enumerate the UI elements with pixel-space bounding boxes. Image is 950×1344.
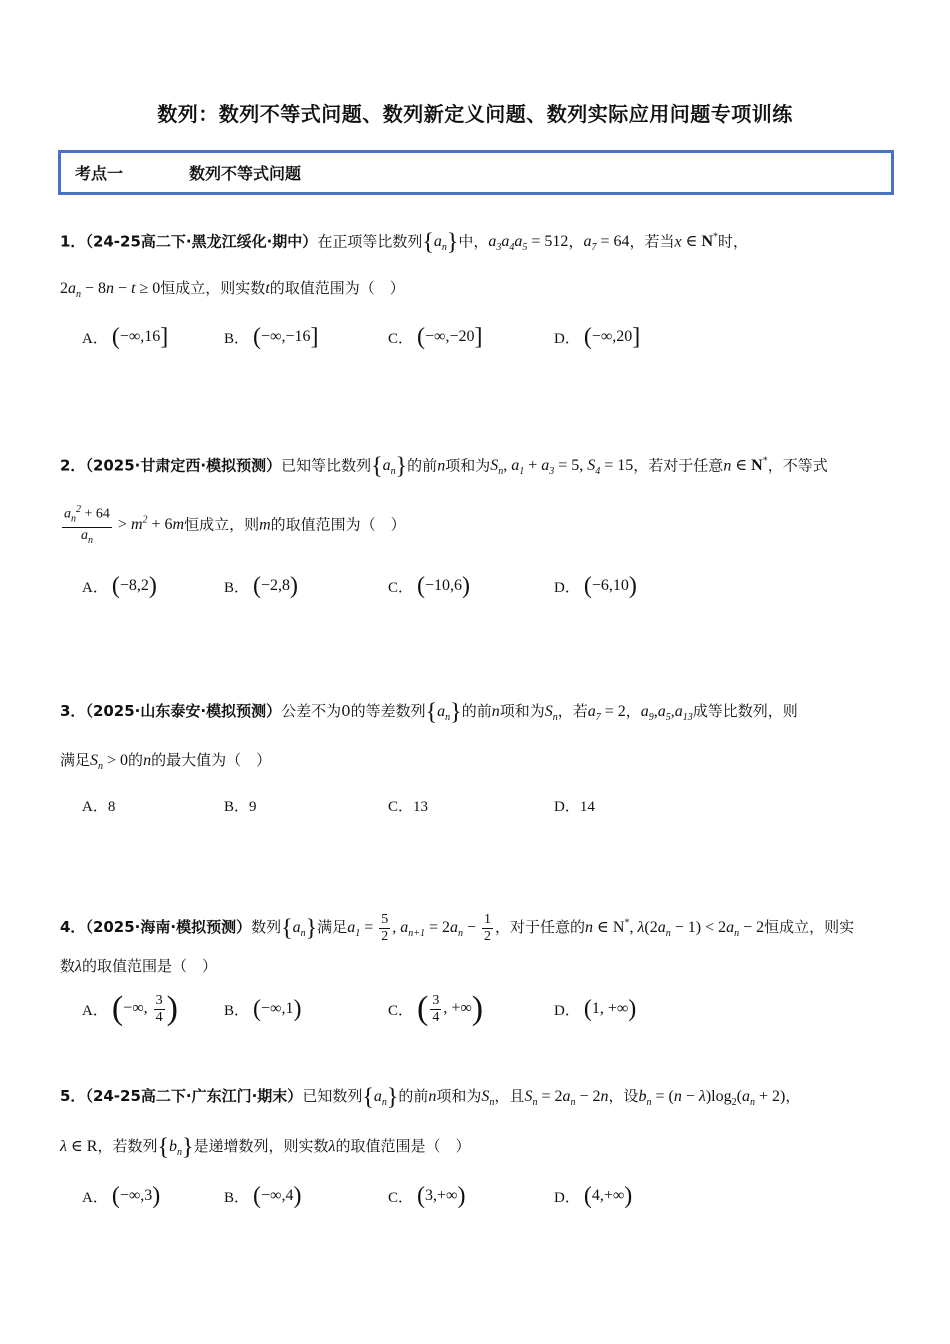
section-tag: 考点一 — [75, 164, 124, 183]
question-3-options — [82, 790, 882, 820]
option-b[interactable]: B． (−∞,4) — [224, 1182, 302, 1209]
question-4-options — [82, 990, 882, 1027]
question-1-options — [82, 322, 882, 352]
option-d[interactable]: D． (1, +∞) — [554, 995, 637, 1022]
question-1-line2: $2a_n - 8n - t \ge 0$恒成立，则实数t的取值范围为（ ） — [60, 279, 405, 301]
option-d[interactable]: D． (−6,10) — [554, 572, 637, 599]
option-b[interactable]: B． (−2,8) — [224, 572, 299, 599]
option-a[interactable]: A． (−∞, $\frac{3}{4}$ ) — [82, 990, 178, 1027]
option-c[interactable]: C． (−10,6) — [388, 572, 471, 599]
option-b[interactable]: B．9 — [224, 798, 257, 815]
question-5: 5．（24-25高二下·广东江门·期末）已知数列$\{a_n\}$的前n项和为$S_n$，且$S_n = 2a_n - 2n$，设$b_n = (n - \lambda)\log_2(a_n + 2)$， — [60, 1084, 801, 1111]
section-header — [58, 150, 894, 195]
question-3-line2: 满足$S_n > 0$的n的最大值为（ ） — [60, 751, 272, 773]
option-c[interactable]: C． ( $\frac{3}{4}$ , +∞) — [388, 990, 484, 1027]
option-a[interactable]: A．8 — [82, 798, 116, 815]
question-2-line2: $\frac{a_n^2 + 64}{a_n}$ > $m^2 + 6m$恒成立，则m的取值范围为（ ） — [64, 504, 406, 547]
option-a[interactable]: A． (−8,2) — [82, 572, 157, 599]
question-1: 1．（24-25高二下·黑龙江绥化·期中）在正项等比数列$\{a_n\}$中，$a_3a_4a_5 = 512$，$a_7 = 64$，若当x ∈ N*时， — [60, 229, 749, 256]
option-c[interactable]: C．13 — [388, 798, 429, 815]
page-title: 数列：数列不等式问题、数列新定义问题、数列实际应用问题专项训练 — [157, 102, 793, 126]
question-5-options — [82, 1181, 882, 1211]
option-a[interactable]: A． (−∞,16] — [82, 323, 169, 350]
option-d[interactable]: D． (−∞,20] — [554, 323, 641, 350]
option-d[interactable]: D．14 — [554, 798, 595, 815]
question-4: 4．（2025·海南·模拟预测）数列$\{a_n\}$满足$a_1$ = $\frac{5}{2}$ , $a_{n+1} = 2a_n$ − $\frac{1}{2}$ ，对于任意的n ∈ N*, $\lambda(2a_n - 1) < 2a_n - 2$恒成立，则实 — [60, 912, 855, 944]
option-c[interactable]: C． (3,+∞) — [388, 1182, 466, 1209]
question-4-line2: 数λ的取值范围是（ ） — [60, 957, 217, 975]
option-a[interactable]: A． (−∞,3) — [82, 1182, 161, 1209]
question-3: 3．（2025·山东泰安·模拟预测）公差不为0的等差数列$\{a_n\}$的前n项和为$S_n$，若$a_7 = 2$，$a_9,a_5,a_{13}$成等比数列，则 — [60, 699, 798, 726]
option-d[interactable]: D． (4,+∞) — [554, 1182, 633, 1209]
question-2: 2．（2025·甘肃定西·模拟预测）已知等比数列$\{a_n\}$的前n项和为$S_n$, $a_1 + a_3 = 5$, $S_4 = 15$，若对于任意n ∈ N*，不等式 — [60, 453, 828, 480]
section-name: 数列不等式问题 — [189, 164, 302, 183]
question-5-line2: λ ∈ R，若数列$\{b_n\}$是递增数列，则实数λ的取值范围是（ ） — [60, 1134, 471, 1161]
option-c[interactable]: C． (−∞,−20] — [388, 323, 483, 350]
option-b[interactable]: B． (−∞,1) — [224, 995, 302, 1022]
option-b[interactable]: B． (−∞,−16] — [224, 323, 319, 350]
question-2-options — [82, 571, 882, 601]
